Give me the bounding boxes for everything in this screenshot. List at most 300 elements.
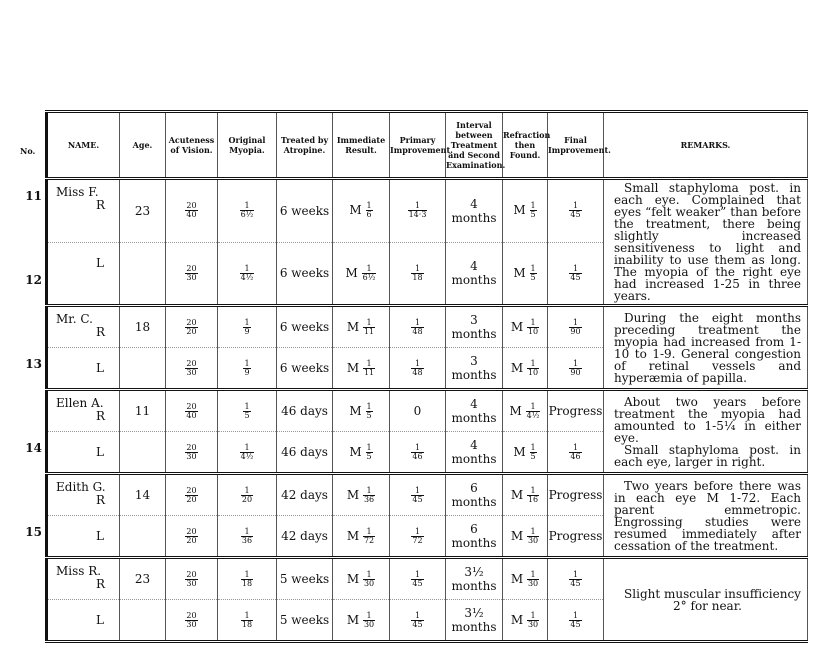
fraction bbox=[530, 202, 537, 219]
patient-name: Mr. C. bbox=[56, 312, 93, 326]
denominator: 45 bbox=[412, 494, 423, 504]
fraction bbox=[569, 612, 581, 629]
header-immediate: Immediate Result. bbox=[333, 112, 390, 179]
immediate-cell: M $\frac{1}{5}$ bbox=[333, 432, 390, 474]
acuteness-cell bbox=[166, 179, 218, 243]
numerator: 1 bbox=[411, 319, 423, 328]
denominator: 45 bbox=[570, 619, 581, 629]
denominator: 10 bbox=[527, 326, 539, 336]
age-cell: 14 bbox=[120, 474, 166, 516]
numerator: 1 bbox=[530, 201, 536, 211]
fraction bbox=[363, 487, 375, 504]
denominator: 30 bbox=[363, 578, 375, 588]
name-cell bbox=[47, 474, 120, 516]
numerator: 1 bbox=[530, 263, 536, 273]
original-myopia-cell bbox=[218, 348, 277, 390]
interval-cell: 4 months bbox=[446, 242, 503, 306]
numerator: 1 bbox=[240, 265, 255, 274]
fraction bbox=[366, 202, 373, 219]
fraction bbox=[527, 528, 539, 545]
denominator: 20 bbox=[186, 494, 197, 504]
age-cell: 11 bbox=[120, 390, 166, 432]
name-cell bbox=[47, 242, 120, 306]
final-cell bbox=[548, 600, 604, 642]
treated-cell: 42 days bbox=[277, 474, 333, 516]
eye-label: R bbox=[96, 198, 106, 212]
header-age: Age. bbox=[120, 112, 166, 179]
age-cell: 23 bbox=[120, 179, 166, 243]
final-cell: Progress bbox=[548, 390, 604, 432]
immediate-cell: M $\frac{1}{11}$ bbox=[333, 348, 390, 390]
acuteness-cell bbox=[166, 516, 218, 558]
remark-text: Small staphyloma post. in each eye. Complained that eyes “felt weaker” than before the treatment, there being slightly increased sensitiveness to light and inability to use them as long. The myopia of the right eye had increased 1-25 in three years. bbox=[614, 181, 801, 303]
header-name: NAME. bbox=[47, 112, 120, 179]
final-cell bbox=[548, 432, 604, 474]
header-row bbox=[47, 112, 808, 179]
remarks-cell bbox=[604, 179, 808, 306]
header-no: No. bbox=[20, 146, 36, 156]
immediate-cell: M $\frac{1}{\text{6½}}$ bbox=[333, 242, 390, 306]
denominator: 5 bbox=[366, 410, 372, 420]
numerator: 1 bbox=[527, 612, 539, 621]
numerator: 1 bbox=[411, 487, 423, 496]
numerator: 1 bbox=[569, 202, 581, 211]
numerator: 1 bbox=[244, 401, 250, 411]
denominator: 5 bbox=[530, 451, 536, 461]
primary-cell bbox=[390, 474, 446, 516]
numerator: 1 bbox=[411, 612, 423, 621]
header-final: Final Improvement. bbox=[548, 112, 604, 179]
fraction bbox=[243, 319, 250, 336]
denominator: 72 bbox=[363, 535, 375, 545]
numerator: 20 bbox=[186, 401, 197, 411]
fraction bbox=[527, 360, 539, 377]
denominator: 45 bbox=[570, 272, 581, 282]
immediate-cell: M $\frac{1}{30}$ bbox=[333, 600, 390, 642]
numerator: 1 bbox=[527, 571, 539, 580]
fraction bbox=[411, 528, 423, 545]
fraction bbox=[530, 265, 537, 282]
acuteness-cell bbox=[166, 600, 218, 642]
numerator: 1 bbox=[241, 612, 253, 621]
refraction-cell: M $\frac{1}{5}$ bbox=[503, 179, 548, 243]
primary-cell bbox=[390, 348, 446, 390]
remark-text: About two years before treatment the myopia had amounted to 1-5¼ in either eye. bbox=[614, 394, 801, 445]
interval-cell: 6 months bbox=[446, 474, 503, 516]
denominator: 45 bbox=[412, 578, 423, 588]
acuteness-cell bbox=[166, 242, 218, 306]
interval-cell: 4 months bbox=[446, 432, 503, 474]
fraction bbox=[411, 265, 423, 282]
refraction-cell: M $\frac{1}{30}$ bbox=[503, 600, 548, 642]
treated-cell: 5 weeks bbox=[277, 600, 333, 642]
acuteness-cell bbox=[166, 390, 218, 432]
fraction bbox=[363, 319, 375, 336]
fraction bbox=[185, 202, 197, 219]
fraction bbox=[363, 360, 375, 377]
fraction bbox=[362, 265, 377, 282]
header-refraction: Refraction then Found. bbox=[503, 112, 548, 179]
interval-cell: 4 months bbox=[446, 179, 503, 243]
denominator: 30 bbox=[527, 619, 539, 629]
numerator: 20 bbox=[186, 317, 197, 327]
denominator: 4½ bbox=[240, 451, 254, 461]
denominator: 18 bbox=[412, 272, 423, 282]
table-body bbox=[47, 179, 808, 642]
header-remarks: REMARKS. bbox=[604, 112, 808, 179]
remarks-cell bbox=[604, 390, 808, 474]
name-cell bbox=[47, 179, 120, 243]
interval-cell: 3 months bbox=[446, 306, 503, 348]
fraction bbox=[363, 571, 375, 588]
treated-cell: 46 days bbox=[277, 432, 333, 474]
numerator: 1 bbox=[527, 528, 539, 537]
numerator: 1 bbox=[244, 358, 250, 368]
numerator: 1 bbox=[569, 319, 581, 328]
eye-label: L bbox=[96, 613, 104, 627]
patient-name: Ellen A. bbox=[56, 396, 104, 410]
numerator: 20 bbox=[186, 263, 197, 273]
fraction bbox=[527, 612, 539, 629]
denominator: 20 bbox=[186, 326, 197, 336]
denominator: 30 bbox=[186, 619, 197, 629]
denominator: 6½ bbox=[362, 272, 376, 282]
fraction bbox=[185, 612, 197, 629]
fraction bbox=[530, 444, 537, 461]
denominator: 20 bbox=[241, 494, 253, 504]
treated-cell: 6 weeks bbox=[277, 306, 333, 348]
denominator: 45 bbox=[412, 619, 423, 629]
fraction bbox=[185, 265, 197, 282]
numerator: 1 bbox=[569, 360, 581, 369]
numerator: 1 bbox=[363, 612, 375, 621]
fraction bbox=[243, 360, 250, 377]
numerator: 1 bbox=[530, 442, 536, 452]
header-interval: Interval between Treatment and Second Examination. bbox=[446, 112, 503, 179]
original-myopia-cell bbox=[218, 600, 277, 642]
denominator: 9 bbox=[244, 367, 250, 377]
header-acuteness: Acuteness of Vision. bbox=[166, 112, 218, 179]
denominator: 30 bbox=[186, 578, 197, 588]
final-cell bbox=[548, 242, 604, 306]
numerator: 1 bbox=[527, 360, 539, 369]
denominator: 48 bbox=[412, 367, 423, 377]
denominator: 36 bbox=[363, 494, 375, 504]
age-cell bbox=[120, 516, 166, 558]
denominator: 14·3 bbox=[408, 210, 427, 220]
treated-cell: 42 days bbox=[277, 516, 333, 558]
eye-label: L bbox=[96, 529, 104, 543]
fraction bbox=[241, 528, 253, 545]
denominator: 18 bbox=[241, 578, 253, 588]
denominator: 36 bbox=[241, 535, 253, 545]
fraction bbox=[366, 403, 373, 420]
fraction bbox=[185, 571, 197, 588]
numerator: 20 bbox=[186, 610, 197, 620]
fraction bbox=[569, 319, 581, 336]
primary-cell bbox=[390, 179, 446, 243]
numerator: 1 bbox=[362, 265, 377, 274]
numerator: 1 bbox=[363, 571, 375, 580]
numerator: 1 bbox=[241, 571, 253, 580]
fraction bbox=[526, 403, 541, 420]
eye-label: R bbox=[96, 577, 106, 591]
refraction-cell: M $\frac{1}{10}$ bbox=[503, 348, 548, 390]
refraction-cell: M $\frac{1}{5}$ bbox=[503, 242, 548, 306]
numerator: 1 bbox=[569, 612, 581, 621]
fraction bbox=[527, 571, 539, 588]
name-cell bbox=[47, 348, 120, 390]
fraction bbox=[185, 360, 197, 377]
immediate-cell: M $\frac{1}{6}$ bbox=[333, 179, 390, 243]
numerator: 1 bbox=[411, 265, 423, 274]
eye-label: R bbox=[96, 493, 106, 507]
remark-text: Two years before there was in each eye M 1-72. Each parent emmetropic. Engrossing studies were resumed immediately after cessation of the treatment. bbox=[614, 478, 801, 553]
age-cell bbox=[120, 242, 166, 306]
interval-cell: 4 months bbox=[446, 390, 503, 432]
denominator: 45 bbox=[570, 210, 581, 220]
original-myopia-cell bbox=[218, 432, 277, 474]
fraction bbox=[408, 202, 428, 219]
denominator: 16 bbox=[527, 494, 539, 504]
fraction bbox=[363, 612, 375, 629]
fraction bbox=[185, 528, 197, 545]
interval-cell: 3½ months bbox=[446, 558, 503, 600]
final-cell bbox=[548, 558, 604, 600]
fraction bbox=[411, 571, 423, 588]
interval-cell: 6 months bbox=[446, 516, 503, 558]
eye-label: L bbox=[96, 361, 104, 375]
numerator: 1 bbox=[569, 571, 581, 580]
header-original-myopia: Original Myopia. bbox=[218, 112, 277, 179]
primary-cell bbox=[390, 242, 446, 306]
fraction bbox=[569, 265, 581, 282]
numerator: 1 bbox=[366, 401, 372, 411]
refraction-cell: M $\frac{1}{16}$ bbox=[503, 474, 548, 516]
eye-label: L bbox=[96, 445, 104, 459]
numerator: 1 bbox=[244, 317, 250, 327]
acuteness-cell bbox=[166, 348, 218, 390]
final-cell: Progress bbox=[548, 474, 604, 516]
remark-text: Small staphyloma post. in each eye, larger in right. bbox=[614, 442, 801, 469]
name-cell bbox=[47, 600, 120, 642]
original-myopia-cell bbox=[218, 474, 277, 516]
primary-cell bbox=[390, 558, 446, 600]
numerator: 1 bbox=[240, 444, 255, 453]
fraction bbox=[185, 487, 197, 504]
numerator: 20 bbox=[186, 442, 197, 452]
numerator: 1 bbox=[363, 319, 375, 328]
denominator: 45 bbox=[570, 578, 581, 588]
name-cell bbox=[47, 306, 120, 348]
age-cell: 23 bbox=[120, 558, 166, 600]
numerator: 1 bbox=[363, 360, 375, 369]
fraction bbox=[527, 487, 539, 504]
age-cell: 18 bbox=[120, 306, 166, 348]
fraction bbox=[411, 444, 423, 461]
fraction bbox=[243, 403, 250, 420]
denominator: 30 bbox=[527, 535, 539, 545]
denominator: 20 bbox=[186, 535, 197, 545]
original-myopia-cell bbox=[218, 242, 277, 306]
numerator: 1 bbox=[411, 444, 423, 453]
primary-cell bbox=[390, 432, 446, 474]
denominator: 5 bbox=[366, 451, 372, 461]
header-primary: Primary Improvement. bbox=[390, 112, 446, 179]
numerator: 1 bbox=[527, 319, 539, 328]
final-cell bbox=[548, 179, 604, 243]
denominator: 30 bbox=[186, 367, 197, 377]
fraction bbox=[366, 444, 373, 461]
fraction bbox=[569, 571, 581, 588]
numerator: 1 bbox=[366, 201, 372, 211]
denominator: 90 bbox=[570, 326, 581, 336]
treated-cell: 6 weeks bbox=[277, 348, 333, 390]
numerator: 1 bbox=[366, 442, 372, 452]
fraction bbox=[569, 202, 581, 219]
name-cell bbox=[47, 516, 120, 558]
original-myopia-cell bbox=[218, 390, 277, 432]
case-number: 12 bbox=[25, 273, 42, 287]
table-row bbox=[47, 558, 808, 600]
age-cell bbox=[120, 432, 166, 474]
table-row bbox=[47, 179, 808, 243]
refraction-cell: M $\frac{1}{5}$ bbox=[503, 432, 548, 474]
eye-label: R bbox=[96, 325, 106, 339]
fraction bbox=[527, 319, 539, 336]
refraction-cell: M $\frac{1}{10}$ bbox=[503, 306, 548, 348]
denominator: 11 bbox=[363, 367, 375, 377]
denominator: 40 bbox=[186, 210, 197, 220]
header-treated: Treated by Atropine. bbox=[277, 112, 333, 179]
eye-label: L bbox=[96, 255, 104, 270]
fraction bbox=[240, 444, 255, 461]
primary-cell bbox=[390, 306, 446, 348]
denominator: 10 bbox=[527, 367, 539, 377]
fraction bbox=[185, 319, 197, 336]
denominator: 30 bbox=[186, 451, 197, 461]
denominator: 11 bbox=[363, 326, 375, 336]
numerator: 1 bbox=[569, 444, 581, 453]
denominator: 30 bbox=[186, 272, 197, 282]
patient-name: Miss F. bbox=[56, 185, 99, 199]
table-row bbox=[47, 474, 808, 516]
numerator: 20 bbox=[186, 485, 197, 495]
immediate-cell: M $\frac{1}{36}$ bbox=[333, 474, 390, 516]
numerator: 1 bbox=[408, 202, 428, 211]
denominator: 30 bbox=[527, 578, 539, 588]
treated-cell: 6 weeks bbox=[277, 179, 333, 243]
final-cell bbox=[548, 348, 604, 390]
treated-cell: 6 weeks bbox=[277, 242, 333, 306]
interval-cell: 3½ months bbox=[446, 600, 503, 642]
refraction-cell: M $\frac{1}{30}$ bbox=[503, 558, 548, 600]
patient-name: Miss R. bbox=[56, 564, 102, 578]
numerator: 1 bbox=[411, 360, 423, 369]
acuteness-cell bbox=[166, 432, 218, 474]
table-row bbox=[47, 306, 808, 348]
fraction bbox=[241, 487, 253, 504]
numerator: 20 bbox=[186, 569, 197, 579]
denominator: 6 bbox=[366, 210, 372, 220]
name-cell bbox=[47, 432, 120, 474]
remarks-cell bbox=[604, 306, 808, 390]
treated-cell: 46 days bbox=[277, 390, 333, 432]
original-myopia-cell bbox=[218, 306, 277, 348]
primary-cell bbox=[390, 600, 446, 642]
original-myopia-cell bbox=[218, 516, 277, 558]
acuteness-cell bbox=[166, 306, 218, 348]
denominator: 18 bbox=[241, 619, 253, 629]
acuteness-cell bbox=[166, 474, 218, 516]
case-number: 11 bbox=[25, 189, 42, 203]
refraction-cell: M $\frac{1}{30}$ bbox=[503, 516, 548, 558]
fraction bbox=[241, 571, 253, 588]
numerator: 1 bbox=[527, 487, 539, 496]
table-row bbox=[47, 390, 808, 432]
numerator: 1 bbox=[363, 528, 375, 537]
acuteness-cell bbox=[166, 558, 218, 600]
fraction bbox=[411, 612, 423, 629]
fraction bbox=[363, 528, 375, 545]
primary-cell: 0 bbox=[390, 390, 446, 432]
denominator: 30 bbox=[363, 619, 375, 629]
fraction bbox=[569, 444, 581, 461]
remark-text: Slight muscular insufficiency 2° for near. bbox=[624, 586, 801, 613]
case-number: 15 bbox=[25, 525, 42, 539]
fraction bbox=[185, 403, 197, 420]
denominator: 5 bbox=[530, 272, 536, 282]
name-cell bbox=[47, 390, 120, 432]
interval-cell: 3 months bbox=[446, 348, 503, 390]
denominator: 72 bbox=[412, 535, 423, 545]
denominator: 5 bbox=[244, 410, 250, 420]
eye-label: R bbox=[96, 409, 106, 423]
numerator: 1 bbox=[240, 202, 255, 211]
name-cell bbox=[47, 558, 120, 600]
remarks-cell bbox=[604, 474, 808, 558]
remark-text: During the eight months preceding treatment the myopia had increased from 1-10 to 1-9. General congestion of retinal vessels and hyperæmia of papilla. bbox=[614, 310, 801, 385]
numerator: 20 bbox=[186, 526, 197, 536]
fraction bbox=[240, 202, 255, 219]
immediate-cell: M $\frac{1}{5}$ bbox=[333, 390, 390, 432]
numerator: 1 bbox=[411, 528, 423, 537]
numerator: 1 bbox=[363, 487, 375, 496]
treated-cell: 5 weeks bbox=[277, 558, 333, 600]
primary-cell bbox=[390, 516, 446, 558]
denominator: 46 bbox=[570, 451, 581, 461]
original-myopia-cell bbox=[218, 558, 277, 600]
denominator: 9 bbox=[244, 326, 250, 336]
numerator: 1 bbox=[411, 571, 423, 580]
fraction bbox=[411, 319, 423, 336]
numerator: 1 bbox=[241, 528, 253, 537]
numerator: 20 bbox=[186, 201, 197, 211]
immediate-cell: M $\frac{1}{30}$ bbox=[333, 558, 390, 600]
patient-name: Edith G. bbox=[56, 480, 106, 494]
fraction bbox=[241, 612, 253, 629]
numerator: 1 bbox=[241, 487, 253, 496]
fraction bbox=[411, 487, 423, 504]
original-myopia-cell bbox=[218, 179, 277, 243]
immediate-cell: M $\frac{1}{11}$ bbox=[333, 306, 390, 348]
denominator: 4½ bbox=[526, 410, 540, 420]
refraction-cell: M $\frac{1}{\text{4½}}$ bbox=[503, 390, 548, 432]
fraction bbox=[569, 360, 581, 377]
fraction bbox=[411, 360, 423, 377]
myopia-treatment-table bbox=[45, 110, 808, 643]
final-cell: Progress bbox=[548, 516, 604, 558]
